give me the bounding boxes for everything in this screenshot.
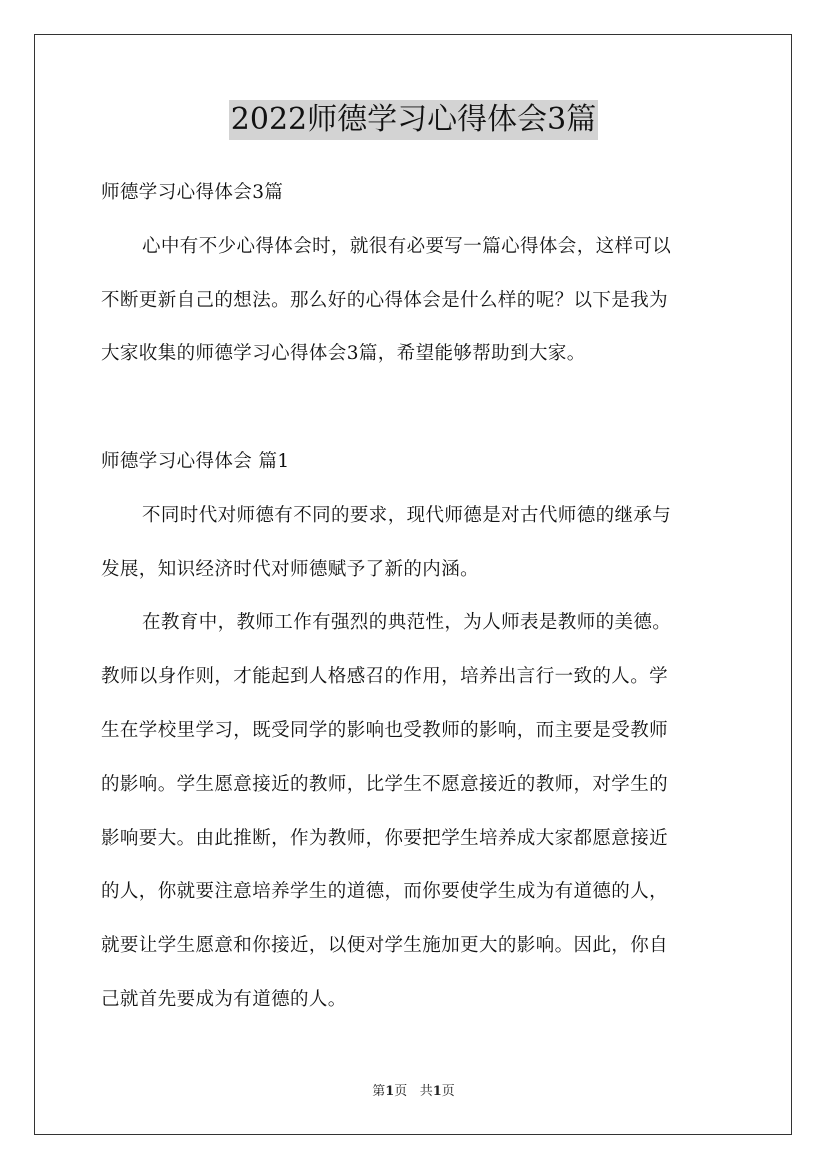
page-total	[420, 1084, 455, 1099]
paragraph-line: 生在学校里学习，既受同学的影响也受教师的影响，而主要是受教师	[101, 719, 669, 741]
paragraph-line: 发展，知识经济时代对师德赋予了新的内涵。	[101, 558, 480, 580]
page-number-current: 1	[385, 1084, 395, 1099]
paragraph-line: 的影响。学生愿意接近的教师，比学生不愿意接近的教师，对学生的	[101, 773, 669, 795]
paragraph-line: 己就首先要成为有道德的人。	[101, 988, 347, 1010]
paragraph-line: 在教育中，教师工作有强烈的典范性，为人师表是教师的美德。	[142, 612, 672, 634]
paragraph-line: 影响要大。由此推断，作为教师，你要把学生培养成大家都愿意接近	[101, 827, 669, 849]
paragraph-line: 就要让学生愿意和你接近，以便对学生施加更大的影响。因此，你自	[101, 935, 669, 957]
page-total-prefix: 共	[419, 1084, 433, 1099]
intro-line: 大家收集的师德学习心得体会3篇，希望能够帮助到大家。	[101, 343, 586, 365]
intro-paragraph	[101, 220, 729, 381]
intro-line: 心中有不少心得体会时，就很有必要写一篇心得体会，这样可以	[142, 235, 672, 257]
intro-line: 不断更新自己的想法。那么好的心得体会是什么样的呢？以下是我为	[101, 289, 669, 311]
body-paragraph-2	[101, 596, 729, 1026]
paragraph-line: 教师以身作则，才能起到人格感召的作用，培养出言行一致的人。学	[101, 666, 669, 688]
page-total-suffix: 页	[441, 1084, 455, 1099]
page-number-suffix: 页	[394, 1084, 408, 1099]
page-number	[372, 1084, 407, 1099]
page-number-prefix: 第	[372, 1084, 386, 1099]
paragraph-spacer	[101, 381, 729, 435]
page-total-count: 1	[432, 1084, 442, 1099]
page-footer	[0, 1083, 827, 1101]
document-title: 2022师德学习心得体会3篇	[229, 100, 598, 140]
document-body	[101, 166, 729, 1027]
paragraph-line: 的人，你就要注意培养学生的道德，而你要使学生成为有道德的人，	[101, 881, 669, 903]
section-heading: 师德学习心得体会 篇1	[101, 450, 290, 472]
document-subtitle: 师德学习心得体会3篇	[101, 182, 284, 203]
body-paragraph-1	[101, 489, 729, 597]
paragraph-line: 不同时代对师德有不同的要求，现代师德是对古代师德的继承与	[142, 504, 672, 526]
title-container	[0, 100, 827, 140]
